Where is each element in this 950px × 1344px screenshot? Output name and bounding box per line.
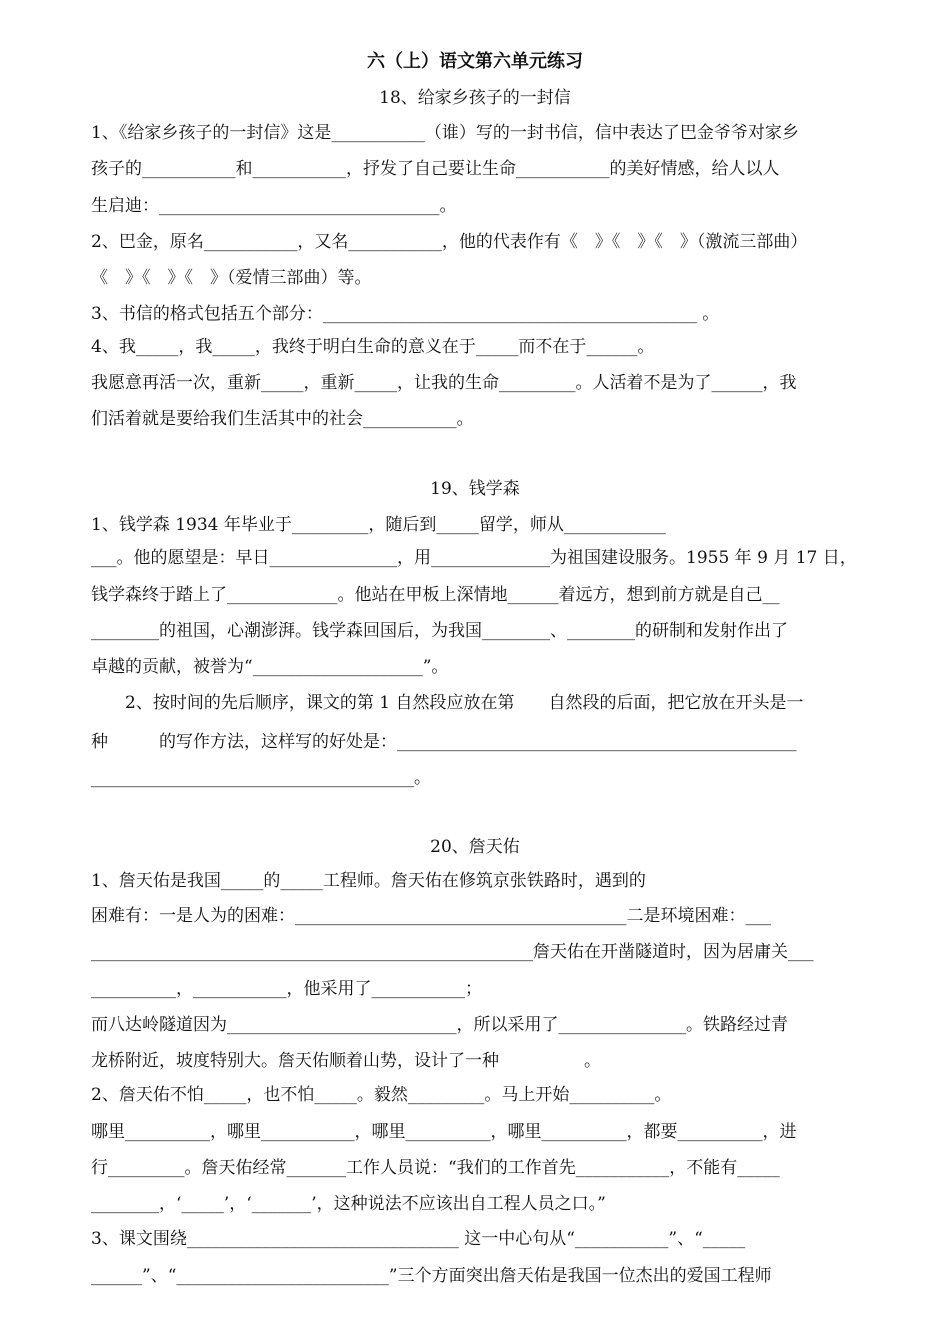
question-line: 生启迪：_________________________________。 [91,196,457,216]
question-line: 卓越的贡献，被誉为“____________________”。 [91,657,449,677]
question-line: ________，‘_____’，‘_______’，这种说法不应该出自工程人员之口。” [91,1194,606,1214]
section-heading-19: 19、钱学森 [430,479,520,499]
question-line: 2、巴金，原名___________，又名___________，他的代表作有《 》《 》《 》（激流三部曲） [91,232,808,252]
question-line: ____________________________________________________詹天佑在开凿隧道时，因为居庸关___ [91,942,814,962]
question-line: 而八达岭隧道因为___________________________，所以采用了_______________。铁路经过青 [91,1015,788,1035]
question-line: 《 》《 》《 》（爱情三部曲）等。 [91,268,372,288]
question-line: 2、按时间的先后顺序，课文的第 1 自然段应放在第 自然段的后面，把它放在开头是一 [91,693,804,713]
question-line: 1、钱学森 1934 年毕业于_________，随后到_____留学，师从____________ [91,515,666,535]
question-line: 3、课文围绕________________________________ 这一中心句从“___________”、“_____ [91,1229,746,1249]
section-heading-20: 20、詹天佑 [430,837,520,857]
question-line: 龙桥附近，坡度特别大。詹天佑顺着山势，设计了一种 。 [91,1051,601,1071]
question-line: 1、詹天佑是我国_____的_____工程师。詹天佑在修筑京张铁路时，遇到的 [91,871,646,891]
question-line: 2、詹天佑不怕_____，也不怕_____。毅然_________。马上开始__________。 [91,1085,672,1105]
question-line: 钱学森终于踏上了_____________。他站在甲板上深情地______着远方，想到前方就是自己__ [91,585,780,605]
question-line: 1、《给家乡孩子的一封信》这是___________（谁）写的一封书信，信中表达了巴金爷爷对家乡 [91,123,799,143]
question-line: 3、书信的格式包括五个部分：____________________________________________ 。 [91,304,720,324]
question-line: ______”、“_________________________”三个方面突出詹天佑是我国一位杰出的爱国工程师 [91,1266,772,1286]
question-line: __________，___________，他采用了___________； [91,979,482,999]
question-line: 哪里__________，哪里___________，哪里__________，哪里__________，都要__________，进 [91,1122,797,1142]
question-line: 困难有：一是人为的困难：_______________________________________二是环境困难：___ [91,906,771,926]
question-line: 行_________。詹天佑经常_______工作人员说：“我们的工作首先___________，不能有_____ [91,1158,780,1178]
question-line: ______________________________________。 [91,768,431,788]
question-line: 4、我_____，我_____，我终于明白生命的意义在于_____而不在于______。 [91,337,655,357]
question-line: 孩子的___________和___________，抒发了自己要让生命___________的美好情感，给人以人 [91,159,780,179]
question-line: ___。他的愿望是：早日_______________，用______________为祖国建设服务。1955 年 9 月 17 日， [91,548,857,568]
section-heading-18: 18、给家乡孩子的一封信 [379,88,571,108]
question-line: 们活着就是要给我们生活其中的社会___________。 [91,409,474,429]
question-line: 种 的写作方法，这样写的好处是：_______________________________________________ [91,732,797,752]
question-line: 我愿意再活一次，重新_____，重新_____，让我的生命_________。人活着不是为了______，我 [91,373,797,393]
page-title: 六（上）语文第六单元练习 [367,51,583,72]
question-line: ________的祖国，心潮澎湃。钱学森回国后，为我国________、________的研制和发射作出了 [91,621,788,641]
